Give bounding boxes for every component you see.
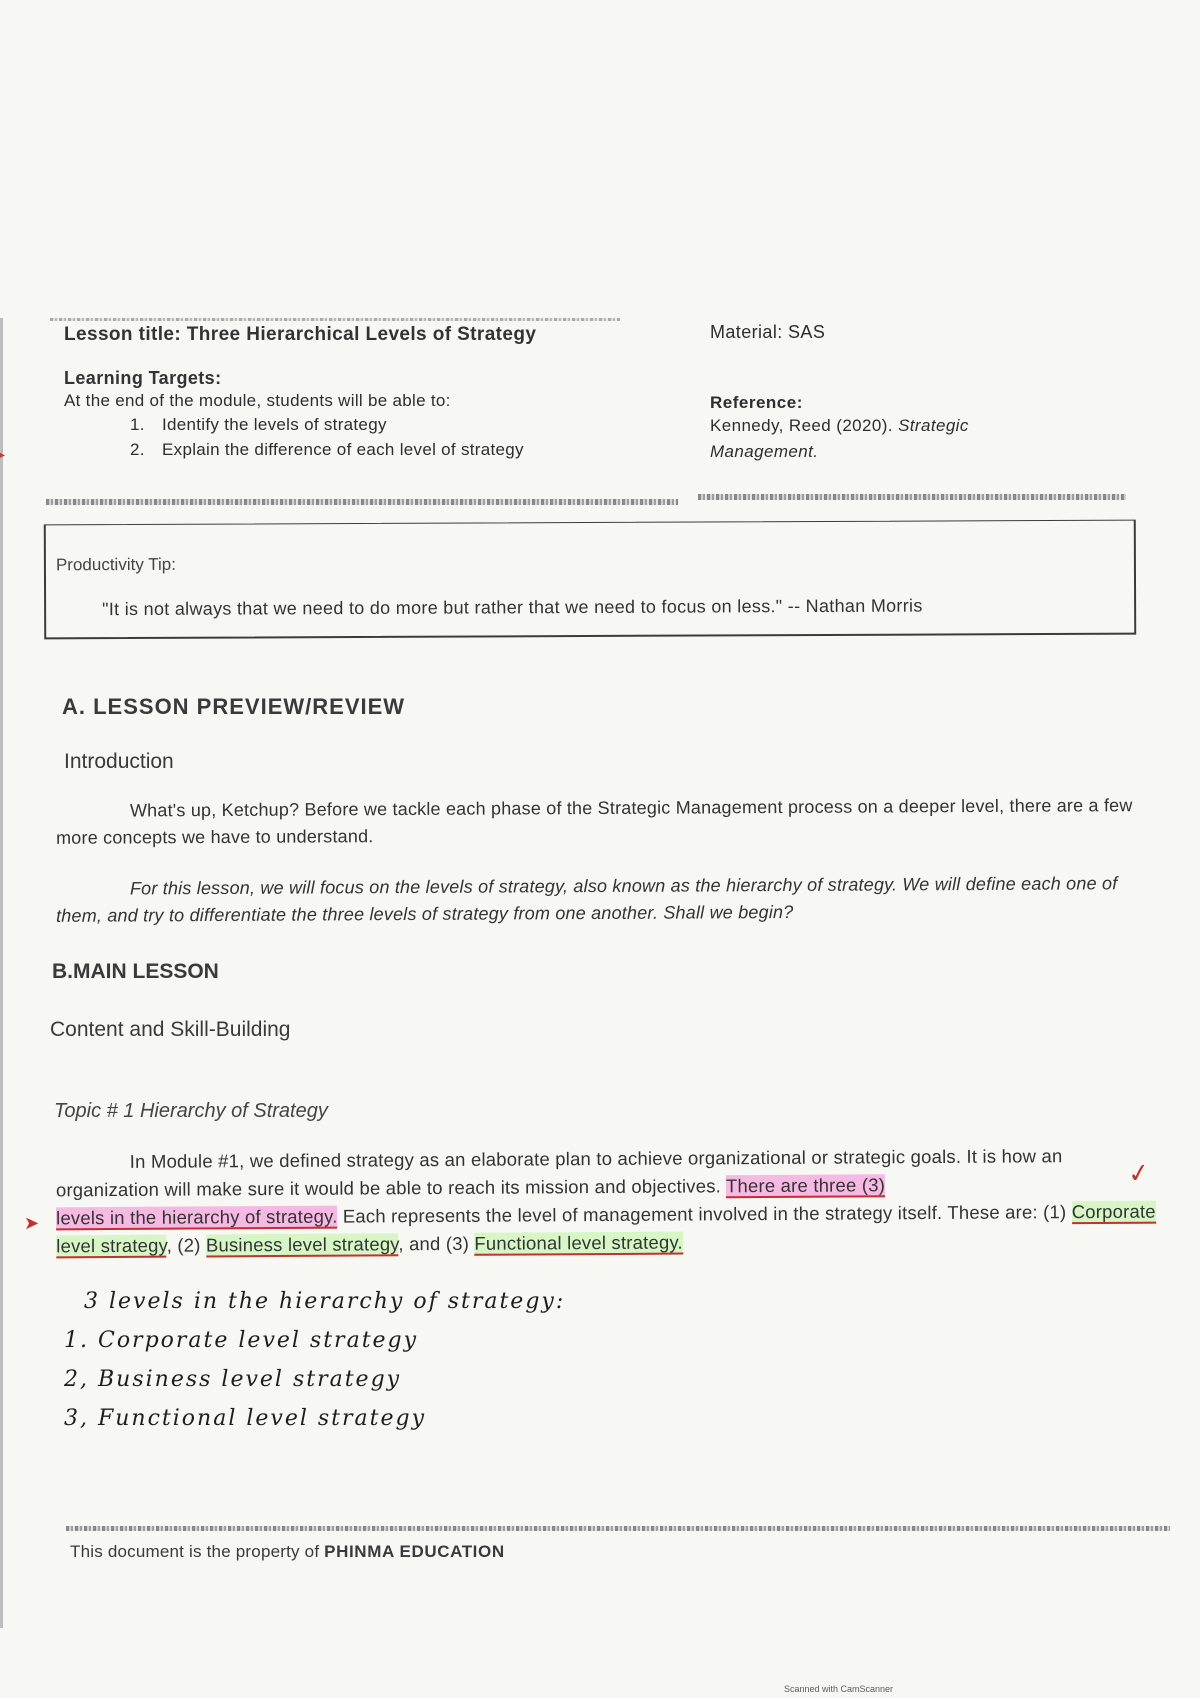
page-edge xyxy=(0,318,3,1628)
highlight-functional: Functional level strategy. xyxy=(474,1231,683,1254)
learning-targets-heading: Learning Targets: xyxy=(64,368,222,388)
highlight-three-levels: There are three (3) xyxy=(725,1174,886,1197)
productivity-tip-quote: "It is not always that we need to do more but rather that we need to focus on less." -- Nathan Morris xyxy=(102,595,923,620)
learning-targets-list xyxy=(64,415,664,460)
reference-text: Kennedy, Reed (2020). Strategic Management. xyxy=(710,416,969,461)
header-divider-left xyxy=(46,499,678,505)
topic-heading: Topic # 1 Hierarchy of Strategy xyxy=(54,1100,328,1122)
edge-mark: ▸ xyxy=(0,450,6,461)
scanner-watermark: Scanned with CamScanner xyxy=(784,1684,894,1694)
highlight-hierarchy: levels in the hierarchy of strategy. xyxy=(56,1205,338,1229)
top-rule xyxy=(50,318,620,321)
handwritten-item: 2, Business level strategy xyxy=(64,1367,402,1392)
learning-targets-intro: At the end of the module, students will be able to: xyxy=(64,391,451,410)
red-arrow-mark-icon: ➤ xyxy=(24,1213,40,1233)
header-divider-right xyxy=(698,494,1126,500)
highlight-business: Business level strategy xyxy=(205,1233,399,1256)
topic-paragraph: In Module #1, we defined strategy as an elaborate plan to achieve organizational or strategic goals. It is how an organization will make sure it would be able to reach its mission and objectives. There are three (3) levels in the hierarchy of strategy. Each represents the level of management involved in the strategy itself. These are: (1) Corporate level strategy, (2) Business level strategy, and (3) Functional level strategy. xyxy=(55,1145,1156,1257)
section-b-heading: B.MAIN LESSON xyxy=(52,960,219,983)
highlight-corporate: Corporate level strategy xyxy=(56,1200,1156,1257)
reference-heading: Reference: xyxy=(710,393,803,412)
red-checkmark-icon: ✓ xyxy=(1125,1156,1152,1190)
intro-paragraph-1: What's up, Ketchup? Before we tackle each phase of the Strategic Management process on a deeper level, there are a few more concepts we have to understand. xyxy=(56,795,1133,848)
footer-rule xyxy=(66,1526,1170,1531)
header-right xyxy=(710,322,1130,465)
footer-note: This document is the property of PHINMA EDUCATION xyxy=(70,1542,505,1561)
material-label: Material: SAS xyxy=(710,322,826,342)
content-heading: Content and Skill-Building xyxy=(50,1018,291,1041)
section-a-heading: A. LESSON PREVIEW/REVIEW xyxy=(62,694,406,719)
lesson-title: Lesson title: Three Hierarchical Levels of Strategy xyxy=(64,324,537,345)
learning-target-item: 1. Identify the levels of strategy xyxy=(130,415,387,434)
introduction-heading: Introduction xyxy=(64,750,174,773)
learning-target-item: 2. Explain the difference of each level of strategy xyxy=(130,440,524,459)
footer-brand: PHINMA EDUCATION xyxy=(324,1542,505,1561)
productivity-tip-box xyxy=(44,520,1136,640)
intro-paragraph-2: For this lesson, we will focus on the levels of strategy, also known as the hierarchy of strategy. We will define each one of them, and try to differentiate the three levels of strategy from one another. Shall we begin? xyxy=(56,873,1118,926)
handwritten-item: 1. Corporate level strategy xyxy=(64,1328,419,1353)
productivity-tip-label: Productivity Tip: xyxy=(55,554,176,575)
handwritten-notes xyxy=(64,1282,565,1438)
handwritten-item: 3, Functional level strategy xyxy=(64,1406,427,1431)
handwritten-heading: 3 levels in the hierarchy of strategy: xyxy=(84,1289,566,1314)
header-left xyxy=(64,324,664,465)
